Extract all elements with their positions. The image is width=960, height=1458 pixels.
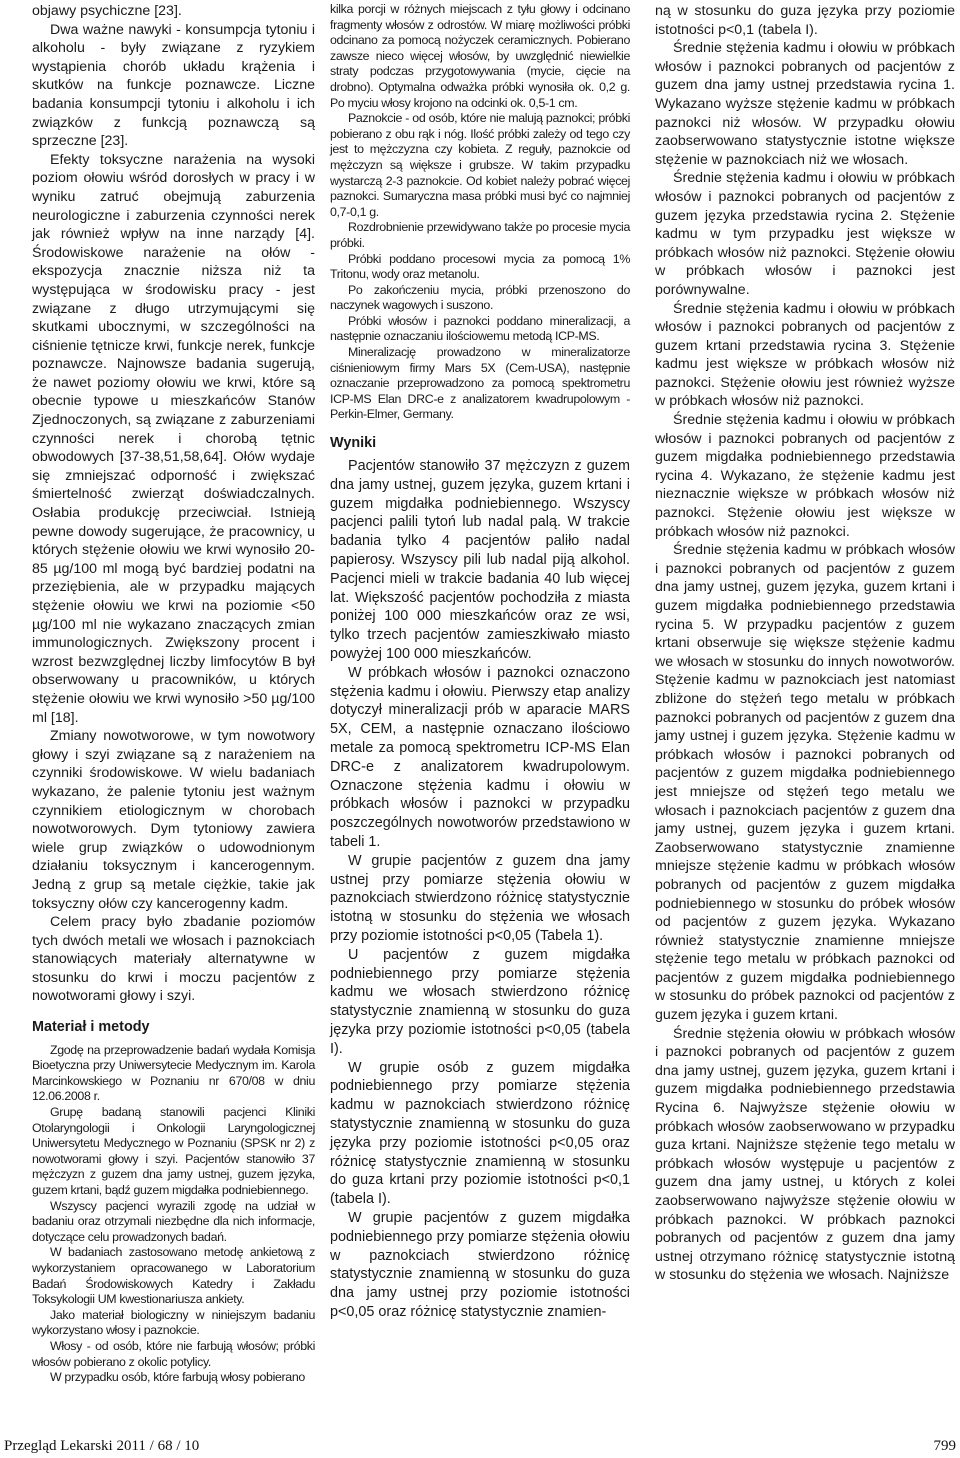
text-column-middle	[330, 2, 630, 1322]
results-text	[330, 457, 630, 1322]
paragraph: U pacjentów z guzem migdałka podniebiennego przy pomiarze stężenia kadmu we włosach stwierdzono różnicę statystycznie znamienną w stosunku do guza języka przy poziomie istotności p<0,05 (tabela I).	[330, 946, 630, 1057]
paragraph: Średnie stężenia kadmu i ołowiu w próbkach włosów i paznokci pobranych od pacjentów z guzem języka przedstawia rycina 2. Stężenie kadmu w tym przypadku jest większe w próbkach włosów niż paznokci. Stężenie ołowiu w próbkach włosów i paznokci jest porównywalne.	[655, 170, 955, 298]
paragraph: Wszyscy pacjenci wyrazili zgodę na udział w badaniu oraz otrzymali niezbędne dla nich informacje, dotyczące celu prowadzonych badań.	[32, 1198, 315, 1244]
methods-text-continued	[330, 2, 630, 423]
paragraph: Celem pracy było zbadanie poziomów tych dwóch metali we włosach i paznokciach stanowiących materiały alternatywne w stosunku do krwi i moczu pacjentów z nowotworami głowy i szyi.	[32, 914, 315, 1005]
text-column-left	[32, 2, 315, 1386]
paragraph: Paznokcie - od osób, które nie malują paznokci; próbki pobierano z obu rąk i nóg. Ilość próbki zależy od tego czy jest to mężczyzna czy kobieta. Z reguły, paznokcie od mężczyzn są większe i grubsze. W takim przypadku wystarczą 2-3 paznokcie. Od kobiet należy pobrać więcej paznokci. Sumaryczna masa próbki musi być co najmniej 0,7-0,1 g.	[330, 111, 630, 219]
paragraph: kilka porcji w różnych miejscach z tyłu głowy i odcinano fragmenty włosów z odrostów. W miarę możliwości próbki odcinano za pomocą nożyczek ceramicznych. Pobierano zawsze nieco więcej włosów, by uwzględnić niewielkie straty podczas przygotowywania (mycie, cięcie na drobno). Optymalna odważka próbki wynosiła ok. 0,2 g. Po myciu włosy krojono na odcinki ok. 0,5-1 cm.	[330, 2, 630, 110]
paragraph: ną w stosunku do guza języka przy poziomie istotności p<0,1 (tabela I).	[655, 3, 955, 38]
methods-text	[32, 1043, 315, 1386]
paragraph: Włosy - od osób, które nie farbują włosów; próbki włosów pobierano z okolic potylicy.	[32, 1338, 315, 1369]
paragraph: Średnie stężenia kadmu w próbkach włosów i paznokci pobranych od pacjentów z guzem dna jamy ustnej, guzem języka, guzem krtani i guzem migdałka podniebiennego przedstawia rycina 5. W przypadku pacjentów z guzem krtani obserwuje się większe stężenie kadmu we włosach w stosunku do innych nowotworów. Stężenie kadmu w paznokciach jest natomiast zbliżone do stężeń tego metalu w próbkach paznokci pobranych od pacjentów z guzem dna jamy ustnej i guzem języka. Stężenie kadmu w próbkach włosów i paznokci pobranych od pacjentów z guzem migdałka podniebiennego jest mniejsze od stężeń tego metalu we włosach i paznokciach pacjentów z guzem dna jamy ustnej, guzem języka i guzem krtani. Zaobserwowano statystycznie znamienne mniejsze stężenie kadmu w próbkach włosów pobranych od pacjentów z guzem migdałka podniebiennego w stosunku do próbek włosów od pacjentów z guzem języka. Wykazano również statystycznie znamienne mniejsze stężenie tego metalu w próbkach paznokci od pacjentów z guzem migdałka podniebiennego w stosunku do próbek paznokci od pacjentów z guzem języka i guzem krtani.	[655, 542, 955, 1024]
paragraph: Efekty toksyczne narażenia na wysoki poziom ołowiu wśród dorosłych w pracy i w wyniku zatruć obejmują zaburzenia neurologiczne i zaburzenia czynności nerek jak również wpływ na inne narządy [4]. Środowiskowe narażenie na ołów - ekspozycja znacznie niższa niż ta występująca w środowisku pracy - jest związane z długo utrzymującymi się skutkami ubocznymi, w szczególności na ciśnienie tętnicze krwi, funkcje nerek, funkcje poznawcze. Najnowsze badania sugerują, że nawet poziomy ołowiu we krwi, które są obecnie typowe u mieszkańców Stanów Zjednoczonych, są związane z zaburzeniami czynności nerek i chorobą tętnic obwodowych [37-38,51,58,64]. Ołów wydaje się zmniejszać odporność i zwiększać śmiertelność zwierząt doświadczalnych. Osłabia produkcję przeciwciał. Istnieją pewne dowody sugerujące, że pracownicy, u których stężenie ołowiu we krwi wynosiło 20-85 µg/100 ml mogą być bardziej podatni na przeziębienia, ale w przypadku mających stężenie ołowiu we krwi na poziomie <50 µg/100 ml nie wykazano znaczących zmian immunologicznych. Zwiększony procent i wzrost bezwzględnej liczby limfocytów B był obserwowany u pracowników, u których stężenie ołowiu we krwi wynosiło >50 µg/100 ml [18].	[32, 151, 315, 726]
paragraph: W grupie pacjentów z guzem dna jamy ustnej przy pomiarze stężenia ołowiu w paznokciach stwierdzono różnicę statystycznie istotną w stosunku do stężenia we włosach przy poziomie istotności p<0,05 (Tabela 1).	[330, 852, 630, 944]
paragraph: Pacjentów stanowiło 37 mężczyzn z guzem dna jamy ustnej, guzem języka, guzem krtani i guzem migdałka podniebiennego. Wszyscy pacjenci palili tytoń lub nadal palą. W trakcie badania tylko 4 pacjentów paliło nadal papierosy. Wszyscy pili lub nadal piją alkohol. Pacjenci mieli w trakcie badania 40 lub więcej lat. Większość pacjentów pochodziła z miasta poniżej 100 000 mieszkańców oraz ze wsi, tylko trzech pacjentów zamieszkiwało miasto powyżej 100 000 mieszkańców.	[330, 458, 630, 662]
paragraph: W badaniach zastosowano metodę ankietową z wykorzystaniem opracowanego w Laboratorium Badań Środowiskowych Katedry i Zakładu Toksykologii UM kwestionariusza ankiety.	[32, 1245, 315, 1307]
paragraph: Dwa ważne nawyki - konsumpcja tytoniu i alkoholu - były związane z ryzykiem wystąpienia chorób układu krążenia i skutków na funkcje poznawcze. Liczne badania konsumpcji tytoniu i alkoholu i ich związków z funkcją poznawczą są sprzeczne [23].	[32, 21, 315, 150]
paragraph: Grupę badaną stanowili pacjenci Kliniki Otolaryngologii i Onkologii Laryngologicznej Uniwersytetu Medycznego w Poznaniu (SPSK nr 2) z nowotworami głowy i szyi. Pacjentów stanowiło 37 mężczyzn z guzem dna jamy ustnej, guzem języka, guzem krtani, bądź guzem migdałka podniebiennego.	[32, 1105, 315, 1197]
paragraph: Rozdrobnienie przewidywano także po procesie mycia próbki.	[330, 220, 630, 250]
paragraph: W grupie pacjentów z guzem migdałka podniebiennego przy pomiarze stężenia ołowiu w paznokciach stwierdzono różnicę statystycznie znamienną w stosunku do guza dna jamy ustnej przy poziomie istotności p<0,05 oraz różnicę statystycznie znamien-	[330, 1209, 630, 1320]
journal-footer: Przegląd Lekarski 2011 / 68 / 10	[4, 1438, 200, 1454]
paragraph: Jako materiał biologiczny w niniejszym badaniu wykorzystano włosy i paznokcie.	[32, 1307, 315, 1338]
paragraph: Średnie stężenia kadmu i ołowiu w próbkach włosów i paznokci pobranych od pacjentów z guzem krtani przedstawia rycina 3. Stężenie kadmu jest większe w próbkach włosów niż paznokci. Stężenie ołowiu jest również wyższe w próbkach włosów niż paznokci.	[655, 300, 955, 410]
paragraph: Średnie stężenia kadmu i ołowiu w próbkach włosów i paznokci pobranych od pacjentów z guzem dna jamy ustnej przedstawia rycina 1. Wykazano wyższe stężenie kadmu w próbkach paznokci niż włosów. W przypadku ołowiu zaobserwowano statystycznie istotne większe stężenie w paznokciach niż we włosach.	[655, 40, 955, 168]
paragraph: Próbki poddano procesowi mycia za pomocą 1% Tritonu, wody oraz metanolu.	[330, 251, 630, 282]
paragraph: W grupie osób z guzem migdałka podniebiennego przy pomiarze stężenia kadmu w paznokciach stwierdzono różnicę statystycznie znamienną w stosunku do guza języka przy poziomie istotności p<0,05 oraz różnicę statystycznie znamienną w stosunku do guza krtani przy poziomie istotności p<0,1 (tabela I).	[330, 1059, 630, 1208]
paragraph: Średnie stężenia kadmu i ołowiu w próbkach włosów i paznokci pobranych od pacjentów z guzem migdałka podniebiennego przedstawia rycina 4. Wykazano, że stężenie kadmu jest nieznacznie większe w próbkach włosów niż paznokci. Stężenie ołowiu jest większe w próbkach włosów niż paznokci.	[655, 412, 955, 540]
paragraph: Zmiany nowotworowe, w tym nowotwory głowy i szyi związane są z narażeniem na czynniki środowiskowe. W wielu badaniach wykazano, że palenie tytoniu jest ważnym czynnikiem etiologicznym w chorobach nowotworowych. Dym tytoniowy zawiera wiele grup związków o udowodnionym działaniu toksycznym i kancerogennym. Jedną z grup są metale ciężkie, takie jak toksyczny ołów czy kancerogenny kadm.	[32, 728, 315, 912]
section-heading-methods: Materiał i metody	[32, 1019, 150, 1036]
text-column-right	[655, 2, 955, 1285]
paragraph: W próbkach włosów i paznokci oznaczono stężenia kadmu i ołowiu. Pierwszy etap analizy dotyczył mineralizacji prób w aparacie MARS 5X, CEM, a następnie oznaczano ilościowo metale za pomocą spektrometru ICP-MS Elan DRC-e z analizatorem kwadrupolowym. Oznaczone stężenia kadmu i ołowiu w próbkach włosów i paznokci w przypadku poszczególnych nowotworów przedstawiono w tabeli 1.	[330, 664, 630, 850]
paragraph: W przypadku osób, które farbują włosy pobierano	[50, 1370, 305, 1385]
paragraph: Próbki włosów i paznokci poddano mineralizacji, a następnie oznaczaniu ilościowemu metodą ICP-MS.	[330, 313, 630, 344]
paragraph: Zgodę na przeprowadzenie badań wydała Komisja Bioetyczna przy Uniwersytecie Medycznym im. Karola Marcinkowskiego w Poznaniu nr 670/08 w dniu 12.06.2008 r.	[32, 1042, 315, 1104]
paragraph: Średnie stężenia ołowiu w próbkach włosów i paznokci pobranych od pacjentów z guzem dna jamy ustnej, guzem języka, guzem krtani i guzem migdałka podniebiennego przedstawia Rycina 6. Najwyższe stężenie ołowiu w próbkach włosów zaobserwowano w przypadku guza krtani. Najniższe stężenie tego metalu w próbkach włosów występuje u pacjentów z guzem dna jamy ustnej, u których z kolei zaobserwowano najwyższe stężenie ołowiu w próbkach paznokci. W próbkach paznokci pobranych od pacjentów z guzem dna jamy ustnej otrzymano różnicę statystycznie istotną w stosunku do stężenia we włosach. Najniższe	[655, 1025, 955, 1284]
section-heading-results: Wyniki	[330, 435, 377, 452]
paragraph: Mineralizację prowadzono w mineralizatorze ciśnieniowym firmy Mars 5X (Cem-USA), następnie oznaczanie przeprowadzono za pomocą spektrometru ICP-MS Elan DRC-e z analizatorem kwadrupolowym - Perkin-Elmer, Germany.	[330, 345, 630, 422]
page-number: 799	[933, 1438, 956, 1454]
paragraph: objawy psychiczne [23].	[32, 3, 182, 19]
paragraph: Po zakończeniu mycia, próbki przenoszono do naczynek wagowych i suszono.	[330, 282, 630, 313]
